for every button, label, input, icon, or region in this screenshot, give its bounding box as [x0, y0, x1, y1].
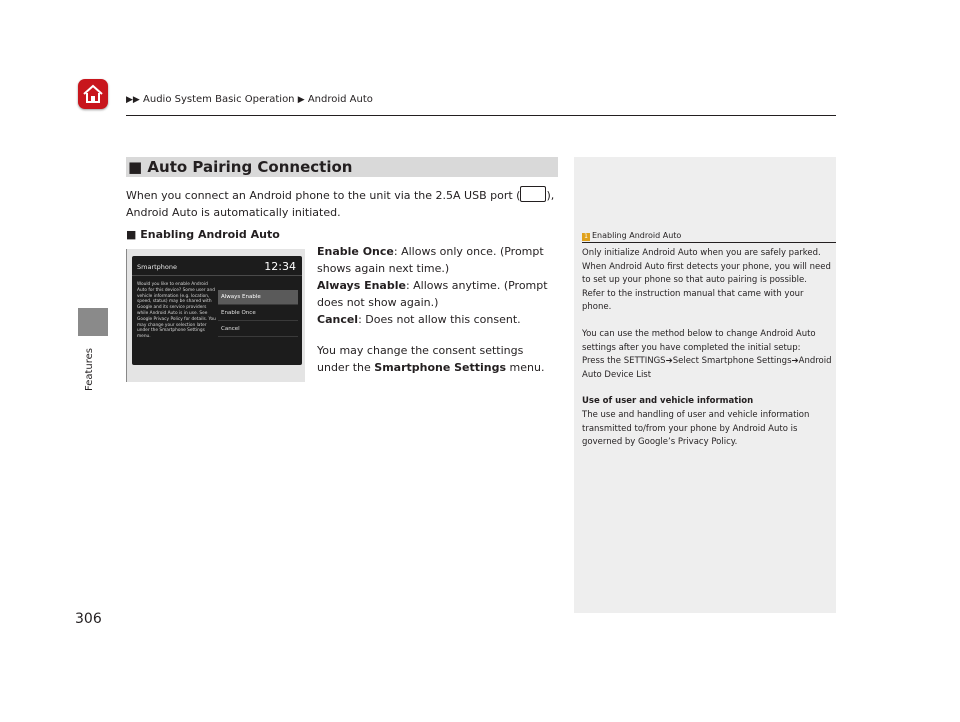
subheading: ■ Enabling Android Auto [126, 228, 280, 241]
option-cancel: Cancel: Does not allow this consent. [317, 313, 521, 326]
options-list [317, 243, 557, 376]
note-body [582, 247, 832, 450]
note-icon: 1 [582, 233, 590, 241]
screen-title: Smartphone [137, 263, 178, 271]
note-paragraph: Only initialize Android Auto when you are safely parked. When Android Auto first detects your phone, you will need to set up your phone so that auto pairing is possible. Refer to the instruction manual that came with your phone. [582, 248, 831, 313]
menu-item-always-enable[interactable]: Always Enable [218, 290, 298, 305]
menu-item-cancel[interactable]: Cancel [218, 322, 298, 337]
note-subheading: Use of user and vehicle information [582, 396, 754, 407]
option-always-enable: Always Enable: Allows anytime. (Prompt does not show again.) [317, 279, 548, 309]
breadcrumb-item[interactable]: Audio System Basic Operation [143, 94, 295, 105]
breadcrumb [126, 94, 373, 105]
menu-item-enable-once[interactable]: Enable Once [218, 306, 298, 321]
screen-message: Would you like to enable Android Auto for this device? Some user and vehicle information (e.g. location, speed, status) may be shared with Google and its service providers while Android Auto is in use. See Google Privacy Policy for details. You may change your selection later under the Smartphone Settings menu. [137, 282, 216, 340]
usb-port-icon [520, 186, 546, 202]
screen-clock: 12:34 [264, 260, 296, 273]
screen-menu [218, 290, 298, 338]
home-button[interactable] [78, 79, 108, 109]
home-icon [82, 83, 104, 105]
note-paragraph: The use and handling of user and vehicle information transmitted to/from your phone by Android Auto is governed by Google’s Privacy Policy. [582, 409, 810, 448]
breadcrumb-item[interactable]: Android Auto [307, 94, 373, 105]
breadcrumb-arrow-icon: ▶ [297, 95, 305, 105]
page-number: 306 [75, 611, 102, 627]
side-tab-label: Features [84, 348, 95, 391]
option-enable-once: Enable Once: Allows only once. (Prompt shows again next time.) [317, 245, 544, 275]
display-screen [132, 256, 302, 365]
arrow-right-icon: ➔ [665, 356, 673, 367]
intro-paragraph: When you connect an Android phone to the unit via the 2.5A USB port ( ), Android Auto is automatically initiated. [126, 186, 556, 221]
side-tab-marker [78, 308, 108, 336]
header-divider [126, 115, 836, 116]
arrow-right-icon: ➔ [791, 356, 799, 367]
section-title: ■ Auto Pairing Connection [128, 158, 353, 176]
note-steps: Press the SETTINGS➔Select Smartphone Settings➔Android Auto Device List [582, 356, 832, 380]
change-settings-text: You may change the consent settings under the Smartphone Settings menu. [317, 344, 545, 374]
note-divider [582, 242, 836, 243]
note-heading: 1 Enabling Android Auto [582, 231, 681, 241]
screen-divider [132, 275, 302, 276]
breadcrumb-arrow-icon: ▶▶ [126, 95, 140, 105]
note-paragraph: You can use the method below to change Android Auto settings after you have completed the initial setup: [582, 328, 816, 353]
